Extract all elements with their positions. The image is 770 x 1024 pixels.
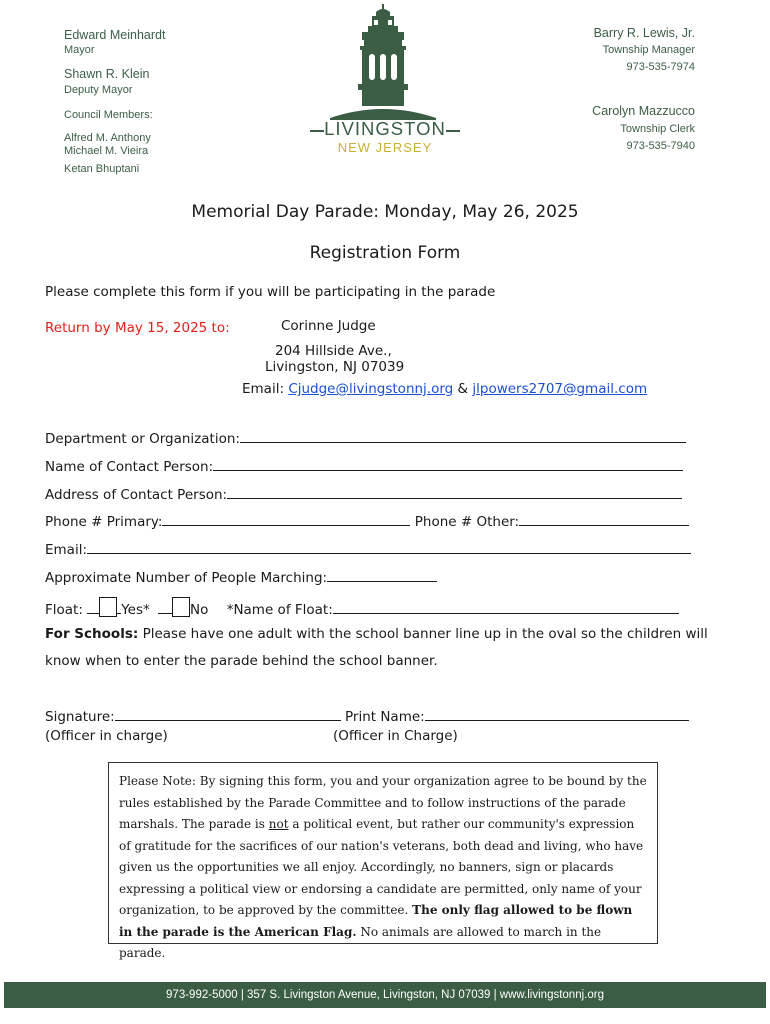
page-title: Memorial Day Parade: Monday, May 26, 2025 (191, 202, 579, 222)
phone-other-field[interactable] (519, 514, 689, 526)
signature-row (45, 709, 689, 725)
note-flag-rule: The only flag allowed to be flown in the parade is the American Flag. (119, 903, 633, 939)
note-text: a political event, but rather our community's expression of gratitude for the sacrifices of our nation's veterans, both dead and living, who have given us the opportunities we all enjoy. Accordingly, no banners, sign or placards expressing a political view or endorsing a candidate are permitted, only name of your organization, to be approved by the committee. (119, 817, 644, 917)
phone-row (45, 514, 689, 530)
mayor-name: Edward Meinhardt (64, 28, 166, 42)
email-link-cjudge[interactable]: Cjudge@livingstonnj.org (288, 381, 454, 397)
float-yes-checkbox[interactable] (99, 597, 117, 617)
clerk-name: Carolyn Mazzucco (592, 104, 695, 118)
float-no-checkbox[interactable] (172, 597, 190, 617)
schools-line2: know when to enter the parade behind the school banner. (45, 653, 438, 669)
livingston-logo (300, 4, 470, 160)
council-member: Alfred M. Anthony (64, 132, 151, 144)
intro-text: Please complete this form if you will be participating in the parade (45, 284, 496, 300)
clerk-title: Township Clerk (620, 123, 695, 135)
people-field[interactable] (327, 570, 437, 582)
email-field[interactable] (87, 542, 691, 554)
divider (87, 602, 99, 614)
divider (158, 602, 172, 614)
footer-bar: 973-992-5000 | 357 S. Livingston Avenue, Livingston, NJ 07039 | www.livingstonnj.org (4, 982, 766, 1008)
mayor-title: Mayor (64, 44, 95, 56)
clock-tower-icon (300, 4, 470, 122)
contact-name-label: Name of Contact Person: (45, 459, 214, 475)
contact-address-field[interactable] (227, 487, 682, 499)
department-label: Department or Organization: (45, 431, 240, 447)
signature-field[interactable] (115, 709, 341, 721)
float-no-label: No (190, 602, 209, 618)
manager-phone: 973-535-7974 (626, 61, 695, 73)
council-label: Council Members: (64, 109, 153, 121)
logo-state: NEW JERSEY (337, 140, 433, 155)
email-label: Email: (242, 381, 285, 397)
return-address-line1: 204 Hillside Ave., (275, 343, 392, 359)
note-text: No animals are allowed to march in the parade. (119, 924, 602, 960)
people-row (45, 570, 437, 586)
note-not: not (268, 817, 289, 831)
signature-label: Signature: (45, 709, 115, 725)
phone-primary-label: Phone # Primary: (45, 514, 163, 530)
return-email-row (242, 381, 647, 397)
divider (310, 130, 324, 132)
department-row (45, 431, 686, 447)
logo-wordmark (300, 118, 470, 140)
logo-town: LIVINGSTON (324, 118, 446, 139)
department-field[interactable] (240, 431, 686, 443)
print-name-label: Print Name: (344, 709, 425, 725)
contact-name-row (45, 459, 683, 475)
form-subtitle: Registration Form (309, 243, 461, 263)
clerk-phone: 973-535-7940 (626, 140, 695, 152)
float-row (45, 597, 679, 618)
contact-address-label: Address of Contact Person: (45, 487, 228, 503)
float-name-label: *Name of Float: (226, 602, 333, 618)
signature-sublabel: (Officer in charge) (45, 728, 168, 744)
divider (446, 130, 460, 132)
deputy-mayor-name: Shawn R. Klein (64, 67, 150, 81)
people-label: Approximate Number of People Marching: (45, 570, 328, 586)
return-address-line2: Livingston, NJ 07039 (265, 359, 405, 375)
print-name-sublabel: (Officer in Charge) (333, 728, 458, 744)
print-name-field[interactable] (425, 709, 689, 721)
email-link-jlpowers[interactable]: jlpowers2707@gmail.com (472, 381, 648, 397)
note-box (108, 762, 658, 960)
schools-heading: For Schools: (45, 626, 139, 642)
phone-other-label: Phone # Other: (414, 514, 520, 530)
schools-text: Please have one adult with the school banner line up in the oval so the children will (142, 626, 708, 642)
phone-primary-field[interactable] (162, 514, 410, 526)
note-text: Please Note: By signing this form, you and your organization agree to be bound by the rules established by the Parade Committee and to follow instructions of the parade marshals. The parade is (119, 774, 647, 831)
float-label: Float: (45, 602, 83, 618)
email-label: Email: (45, 542, 88, 558)
return-name: Corinne Judge (281, 318, 376, 334)
float-yes-label: Yes* (121, 602, 150, 618)
council-member: Ketan Bhuptani (64, 163, 140, 175)
email-separator: & (457, 381, 469, 397)
manager-title: Township Manager (602, 44, 695, 56)
return-label: Return by May 15, 2025 to: (45, 320, 230, 336)
contact-address-row (45, 487, 682, 503)
float-name-field[interactable] (333, 602, 679, 614)
contact-name-field[interactable] (213, 459, 683, 471)
schools-line1 (45, 626, 708, 642)
manager-name: Barry R. Lewis, Jr. (593, 26, 695, 40)
council-member: Michael M. Vieira (64, 145, 149, 157)
email-row (45, 542, 691, 558)
deputy-mayor-title: Deputy Mayor (64, 84, 133, 96)
